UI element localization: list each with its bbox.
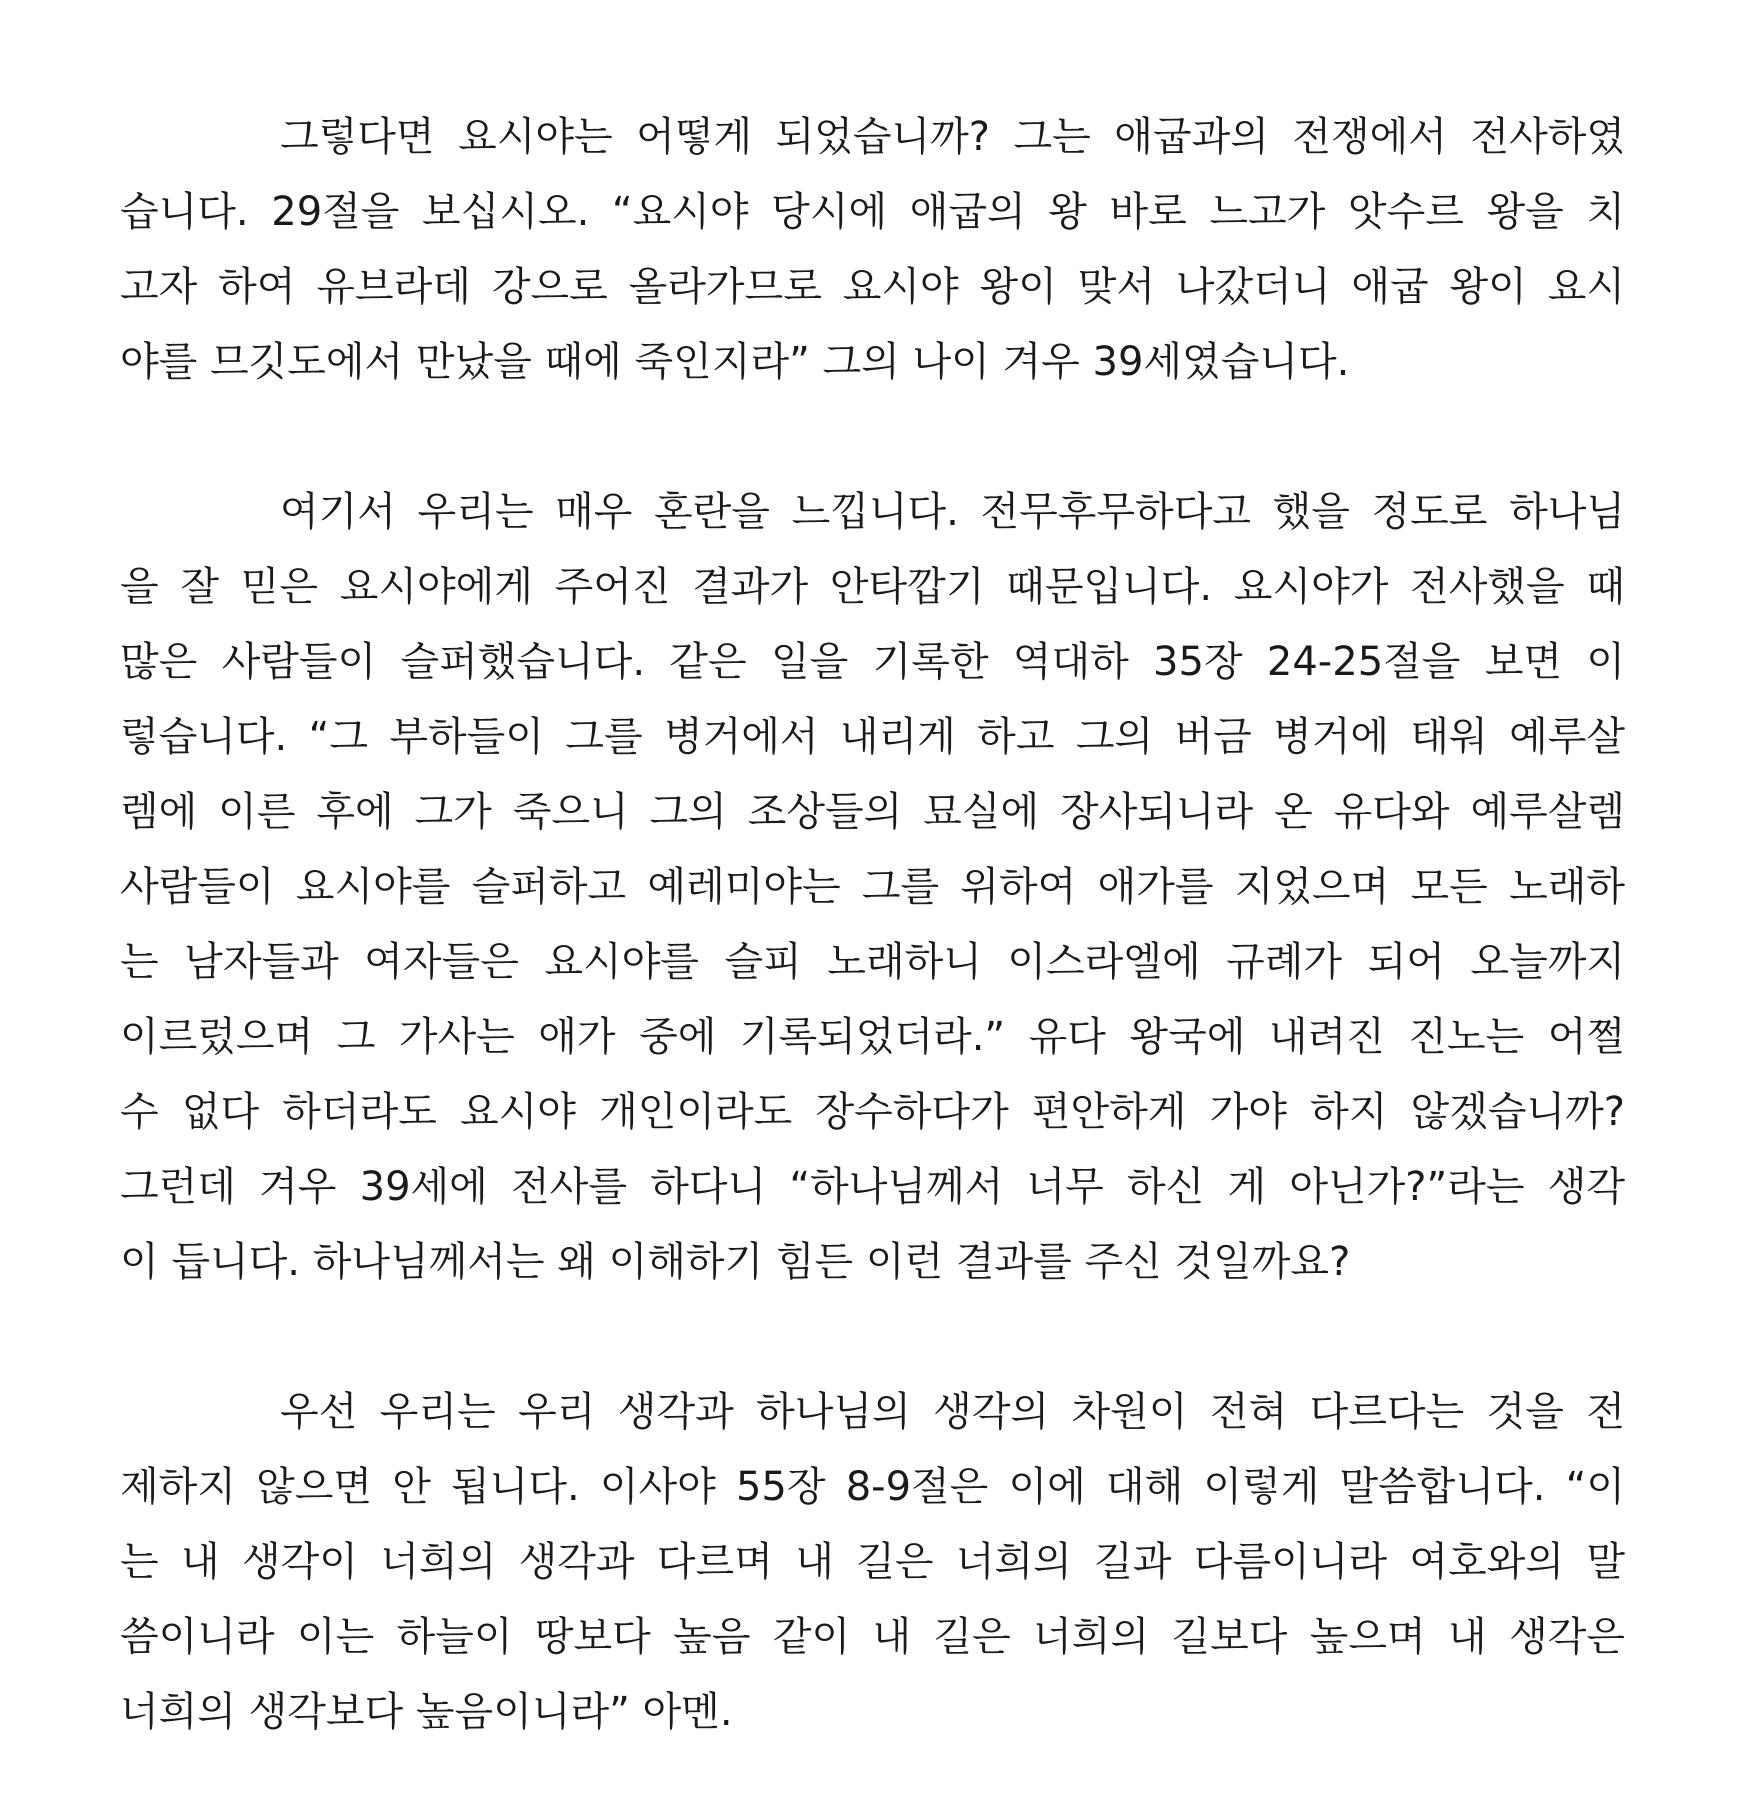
text-line: 고자 하여 유브라데 강으로 올라가므로 요시야 왕이 맞서 나갔더니 애굽 왕이 요시 [120, 264, 1625, 310]
text-line: 제하지 않으면 안 됩니다. 이사야 55장 8-9절은 이에 대해 이렇게 말씀합니다. “이 [120, 1464, 1625, 1510]
text-line: 이르렀으며 그 가사는 애가 중에 기록되었더라.” 유다 왕국에 내려진 진노는 어쩔 [120, 1014, 1625, 1060]
text-line: 렘에 이른 후에 그가 죽으니 그의 조상들의 묘실에 장사되니라 온 유다와 예루살렘 [120, 789, 1625, 835]
text-line: 너희의 생각보다 높음이니라” 아멘. [120, 1689, 733, 1735]
text-line: 사람들이 요시야를 슬퍼하고 예레미야는 그를 위하여 애가를 지었으며 모든 노래하 [120, 864, 1625, 910]
text-line: 는 남자들과 여자들은 요시야를 슬피 노래하니 이스라엘에 규례가 되어 오늘까지 [120, 939, 1625, 985]
text-line: 씀이니라 이는 하늘이 땅보다 높음 같이 내 길은 너희의 길보다 높으며 내 생각은 [120, 1614, 1625, 1660]
text-line: 수 없다 하더라도 요시야 개인이라도 장수하다가 편안하게 가야 하지 않겠습니까? [120, 1089, 1625, 1135]
paragraph-spacer [120, 1300, 1625, 1375]
text-line: 는 내 생각이 너희의 생각과 다르며 내 길은 너희의 길과 다름이니라 여호와의 말 [120, 1539, 1625, 1585]
text-line: 이 듭니다. 하나님께서는 왜 이해하기 힘든 이런 결과를 주신 것일까요? [120, 1239, 1351, 1285]
paragraph-2 [120, 475, 1625, 1300]
text-line: 우선 우리는 우리 생각과 하나님의 생각의 차원이 전혀 다르다는 것을 전 [280, 1389, 1625, 1435]
text-line: 그런데 겨우 39세에 전사를 하다니 “하나님께서 너무 하신 게 아닌가?”라는 생각 [120, 1164, 1625, 1210]
text-line: 야를 므깃도에서 만났을 때에 죽인지라” 그의 나이 겨우 39세였습니다. [120, 339, 1350, 385]
text-line: 많은 사람들이 슬퍼했습니다. 같은 일을 기록한 역대하 35장 24-25절을 보면 이 [120, 639, 1625, 685]
text-line: 을 잘 믿은 요시야에게 주어진 결과가 안타깝기 때문입니다. 요시야가 전사했을 때 [120, 564, 1625, 610]
paragraph-spacer [120, 400, 1625, 475]
text-line: 그렇다면 요시야는 어떻게 되었습니까? 그는 애굽과의 전쟁에서 전사하였 [280, 114, 1625, 160]
paragraph-1 [120, 100, 1625, 400]
text-line: 렇습니다. “그 부하들이 그를 병거에서 내리게 하고 그의 버금 병거에 태워 예루살 [120, 714, 1625, 760]
text-line: 습니다. 29절을 보십시오. “요시야 당시에 애굽의 왕 바로 느고가 앗수르 왕을 치 [120, 189, 1625, 235]
paragraph-3 [120, 1375, 1625, 1750]
document-page [120, 100, 1625, 1750]
text-line: 여기서 우리는 매우 혼란을 느낍니다. 전무후무하다고 했을 정도로 하나님 [280, 489, 1625, 535]
